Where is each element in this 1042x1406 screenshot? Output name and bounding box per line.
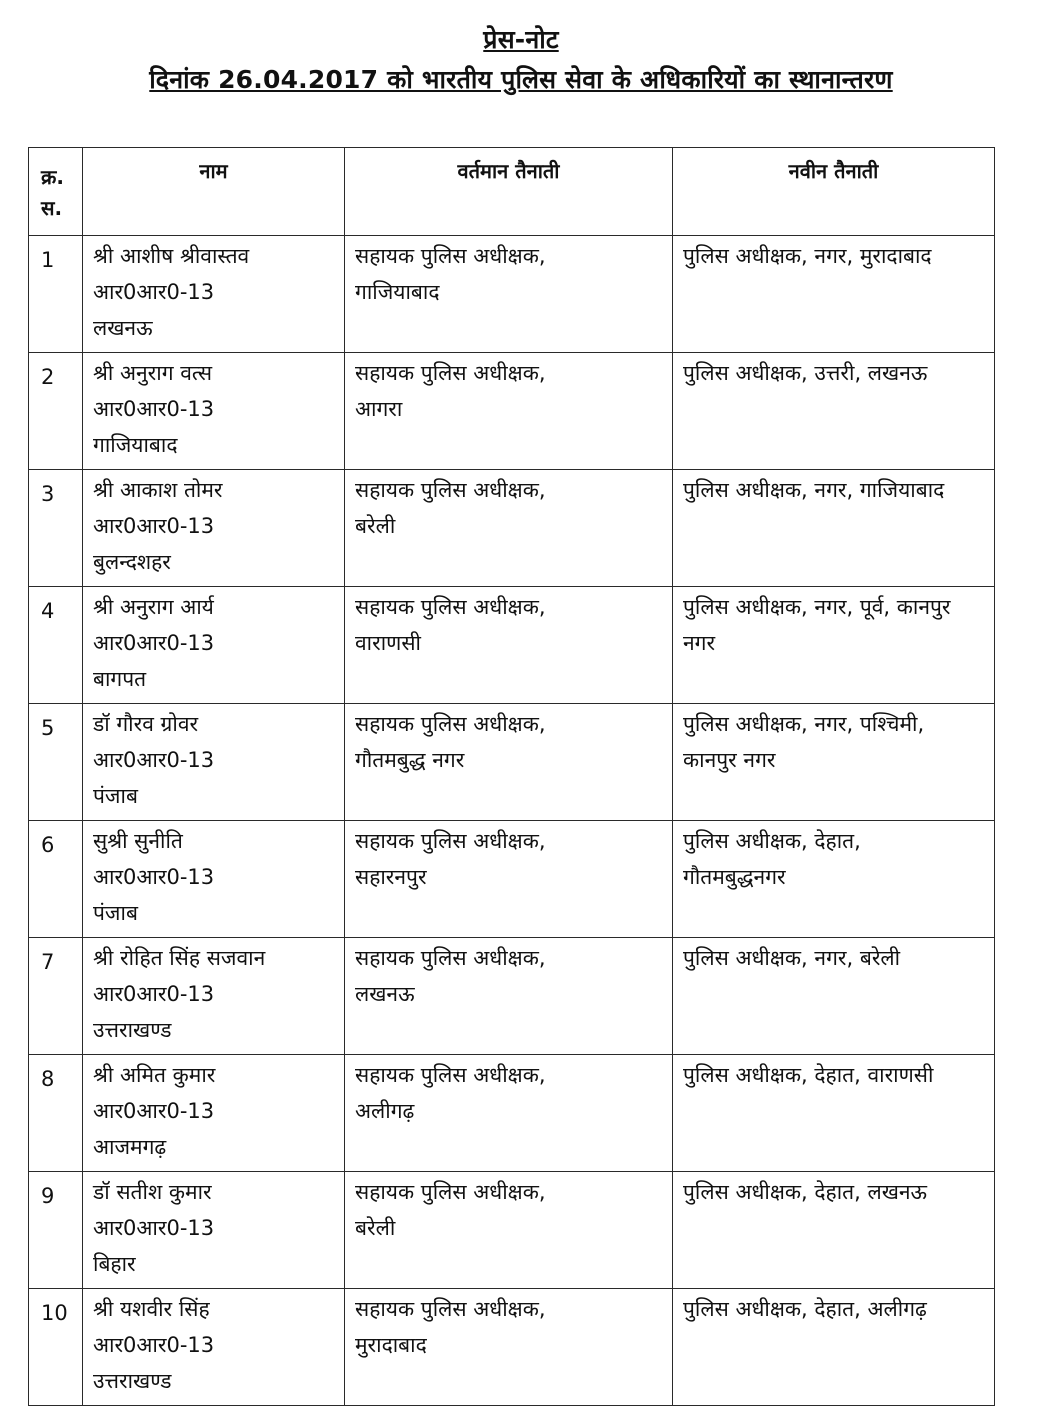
current-posting-line2: बरेली	[355, 514, 396, 538]
current-posting-line1: सहायक पुलिस अधीक्षक,	[355, 244, 546, 268]
new-posting-cell	[673, 821, 995, 938]
officer-cell	[83, 236, 345, 353]
current-posting-line1: सहायक पुलिस अधीक्षक,	[355, 361, 546, 385]
serial-number-cell	[29, 938, 83, 1055]
header-new-posting: नवीन तैनाती	[673, 148, 995, 236]
officer-batch: आर0आर0-13	[93, 1216, 215, 1240]
new-posting-line1: पुलिस अधीक्षक, नगर, पश्चिमी,	[683, 712, 925, 736]
current-posting-line1: सहायक पुलिस अधीक्षक,	[355, 712, 546, 736]
new-posting-line1: पुलिस अधीक्षक, देहात, अलीगढ़	[683, 1297, 927, 1321]
officer-name: श्री अनुराग वत्स	[93, 361, 213, 385]
officer-name: डॉ गौरव ग्रोवर	[93, 712, 199, 736]
officer-cell	[83, 704, 345, 821]
serial-number: 8	[41, 1067, 55, 1091]
current-posting-line1: सहायक पुलिस अधीक्षक,	[355, 595, 546, 619]
current-posting-cell	[345, 938, 673, 1055]
officer-batch: आर0आर0-13	[93, 1333, 215, 1357]
current-posting-line1: सहायक पुलिस अधीक्षक,	[355, 1063, 546, 1087]
table-row	[29, 821, 995, 938]
current-posting-line1: सहायक पुलिस अधीक्षक,	[355, 829, 546, 853]
page-subtitle: दिनांक 26.04.2017 को भारतीय पुलिस सेवा के अधिकारियों का स्थानान्तरण	[149, 65, 893, 94]
serial-number: 10	[41, 1301, 68, 1325]
serial-number-cell	[29, 1055, 83, 1172]
current-posting-cell	[345, 353, 673, 470]
officer-batch: आर0आर0-13	[93, 865, 215, 889]
officer-name: डॉ सतीश कुमार	[93, 1180, 212, 1204]
officer-name: श्री रोहित सिंह सजवान	[93, 946, 266, 970]
officer-cell	[83, 587, 345, 704]
current-posting-line2: गाजियाबाद	[355, 280, 440, 304]
officer-batch: आर0आर0-13	[93, 631, 215, 655]
new-posting-cell	[673, 353, 995, 470]
serial-number: 4	[41, 599, 55, 623]
current-posting-line1: सहायक पुलिस अधीक्षक,	[355, 946, 546, 970]
table-header-row	[29, 148, 995, 236]
header-current-posting: वर्तमान तैनाती	[345, 148, 673, 236]
new-posting-cell	[673, 1289, 995, 1406]
officer-name: श्री आकाश तोमर	[93, 478, 223, 502]
current-posting-cell	[345, 1289, 673, 1406]
officer-cell	[83, 1055, 345, 1172]
officer-home-cadre: बिहार	[93, 1252, 136, 1276]
officer-name: सुश्री सुनीति	[93, 829, 183, 853]
officer-batch: आर0आर0-13	[93, 982, 215, 1006]
serial-number-cell	[29, 1289, 83, 1406]
header-serial-line1: क्र.	[41, 165, 64, 189]
table-row	[29, 587, 995, 704]
new-posting-cell	[673, 236, 995, 353]
table-row	[29, 353, 995, 470]
serial-number-cell	[29, 470, 83, 587]
current-posting-line2: वाराणसी	[355, 631, 421, 655]
current-posting-cell	[345, 1055, 673, 1172]
current-posting-cell	[345, 704, 673, 821]
new-posting-line2: गौतमबुद्धनगर	[683, 865, 786, 889]
new-posting-line1: पुलिस अधीक्षक, देहात, लखनऊ	[683, 1180, 928, 1204]
serial-number: 6	[41, 833, 55, 857]
new-posting-cell	[673, 938, 995, 1055]
officer-name: श्री आशीष श्रीवास्तव	[93, 244, 250, 268]
officer-batch: आर0आर0-13	[93, 397, 215, 421]
current-posting-line2: आगरा	[355, 397, 403, 421]
current-posting-line2: सहारनपुर	[355, 865, 427, 889]
table-row	[29, 704, 995, 821]
table-row	[29, 938, 995, 1055]
current-posting-line1: सहायक पुलिस अधीक्षक,	[355, 478, 546, 502]
current-posting-cell	[345, 236, 673, 353]
officer-cell	[83, 1289, 345, 1406]
officer-home-cadre: पंजाब	[93, 901, 138, 925]
transfer-table	[28, 147, 995, 1406]
officer-home-cadre: उत्तराखण्ड	[93, 1018, 172, 1042]
new-posting-cell	[673, 587, 995, 704]
current-posting-line2: गौतमबुद्ध नगर	[355, 748, 465, 772]
new-posting-line1: पुलिस अधीक्षक, नगर, पूर्व, कानपुर	[683, 595, 951, 619]
officer-name: श्री यशवीर सिंह	[93, 1297, 210, 1321]
new-posting-line1: पुलिस अधीक्षक, नगर, गाजियाबाद	[683, 478, 945, 502]
new-posting-cell	[673, 1055, 995, 1172]
current-posting-line1: सहायक पुलिस अधीक्षक,	[355, 1297, 546, 1321]
table-row	[29, 236, 995, 353]
officer-home-cadre: पंजाब	[93, 784, 138, 808]
serial-number-cell	[29, 1172, 83, 1289]
new-posting-line1: पुलिस अधीक्षक, नगर, बरेली	[683, 946, 901, 970]
table-row	[29, 470, 995, 587]
serial-number-cell	[29, 587, 83, 704]
serial-number-cell	[29, 821, 83, 938]
officer-home-cadre: आजमगढ़	[93, 1135, 167, 1159]
current-posting-cell	[345, 1172, 673, 1289]
current-posting-cell	[345, 821, 673, 938]
officer-batch: आर0आर0-13	[93, 280, 215, 304]
serial-number: 2	[41, 365, 55, 389]
new-posting-line2: नगर	[683, 631, 716, 655]
new-posting-line1: पुलिस अधीक्षक, देहात,	[683, 829, 861, 853]
serial-number: 3	[41, 482, 55, 506]
table-row	[29, 1172, 995, 1289]
new-posting-cell	[673, 1172, 995, 1289]
officer-home-cadre: गाजियाबाद	[93, 433, 178, 457]
officer-cell	[83, 470, 345, 587]
current-posting-line2: अलीगढ़	[355, 1099, 415, 1123]
officer-batch: आर0आर0-13	[93, 748, 215, 772]
new-posting-line2: कानपुर नगर	[683, 748, 776, 772]
serial-number-cell	[29, 704, 83, 821]
current-posting-cell	[345, 587, 673, 704]
officer-home-cadre: बागपत	[93, 667, 147, 691]
new-posting-cell	[673, 704, 995, 821]
officer-name: श्री अनुराग आर्य	[93, 595, 214, 619]
table-row	[29, 1055, 995, 1172]
page-title: प्रेस-नोट	[483, 25, 559, 54]
new-posting-cell	[673, 470, 995, 587]
serial-number: 5	[41, 716, 55, 740]
officer-home-cadre: लखनऊ	[93, 316, 153, 340]
officer-cell	[83, 353, 345, 470]
current-posting-line2: बरेली	[355, 1216, 396, 1240]
current-posting-line2: मुरादाबाद	[355, 1333, 427, 1357]
officer-cell	[83, 938, 345, 1055]
serial-number-cell	[29, 353, 83, 470]
table-row	[29, 1289, 995, 1406]
officer-cell	[83, 1172, 345, 1289]
new-posting-line1: पुलिस अधीक्षक, उत्तरी, लखनऊ	[683, 361, 928, 385]
current-posting-line2: लखनऊ	[355, 982, 415, 1006]
serial-number: 9	[41, 1184, 55, 1208]
serial-number-cell	[29, 236, 83, 353]
new-posting-line1: पुलिस अधीक्षक, देहात, वाराणसी	[683, 1063, 934, 1087]
officer-name: श्री अमित कुमार	[93, 1063, 216, 1087]
header-serial-line2: स.	[41, 196, 63, 220]
officer-home-cadre: उत्तराखण्ड	[93, 1369, 172, 1393]
officer-home-cadre: बुलन्दशहर	[93, 550, 171, 574]
serial-number: 7	[41, 950, 55, 974]
current-posting-cell	[345, 470, 673, 587]
officer-batch: आर0आर0-13	[93, 1099, 215, 1123]
new-posting-line1: पुलिस अधीक्षक, नगर, मुरादाबाद	[683, 244, 932, 268]
current-posting-line1: सहायक पुलिस अधीक्षक,	[355, 1180, 546, 1204]
officer-batch: आर0आर0-13	[93, 514, 215, 538]
header-name: नाम	[83, 148, 345, 236]
serial-number: 1	[41, 248, 55, 272]
officer-cell	[83, 821, 345, 938]
header-serial-number	[29, 148, 83, 236]
